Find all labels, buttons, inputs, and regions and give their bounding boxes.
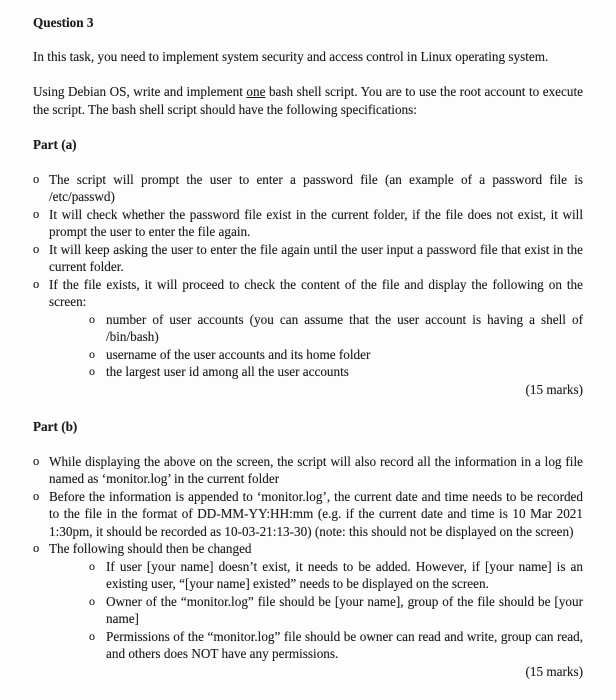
sub-bullet-text: number of user accounts (you can assume that the user account is having a shell of /bin/bash) (106, 311, 583, 344)
bullet-item (33, 488, 583, 541)
bullet-item (33, 453, 583, 488)
bullet-item (33, 171, 583, 206)
part-b-marks: (15 marks) (525, 663, 583, 679)
bullet-item (33, 276, 583, 381)
sub-bullet-text: Owner of the “monitor.log” file should be [your name], group of the file should be [your name] (106, 593, 583, 626)
bullet-marker: o (89, 364, 95, 378)
instructions-text-before: Using Debian OS, write and implement (33, 84, 247, 99)
bullet-text: The following should then be changed (49, 541, 252, 556)
part-a-list (33, 171, 583, 381)
bullet-marker: o (33, 241, 40, 256)
intro-paragraph: In this task, you need to implement system security and access control in Linux operating system. (33, 48, 549, 64)
bullet-marker: o (33, 206, 40, 221)
part-b-heading: Part (b) (33, 419, 78, 434)
bullet-text: The script will prompt the user to enter a password file (an example of a password file is /etc/passwd) (49, 171, 583, 204)
bullet-text: It will check whether the password file exist in the current folder, if the file does not exist, it will prompt the user to enter the file again. (49, 206, 583, 239)
bullet-item (33, 540, 583, 663)
sub-bullet-item (89, 558, 583, 593)
bullet-marker: o (89, 558, 95, 573)
sub-bullet-list (89, 558, 583, 663)
part-a-heading: Part (a) (33, 137, 77, 152)
bullet-marker: o (33, 488, 40, 503)
bullet-text: Before the information is appended to ‘monitor.log’, the current date and time needs to be recorded to the file in the format of DD-MM-YY:HH:mm (e.g. if the current date and time is 10 Mar 2021 1:30pm, it should be recorded as 10-03-21:13-30) (note: this should not be displayed on the screen) (49, 488, 583, 539)
bullet-marker: o (89, 593, 95, 608)
part-a-marks: (15 marks) (525, 381, 583, 397)
sub-bullet-item (89, 593, 583, 628)
bullet-item (33, 241, 583, 276)
sub-bullet-item (89, 628, 583, 663)
bullet-marker: o (33, 541, 40, 555)
bullet-text: While displaying the above on the screen, the script will also record all the information in a log file named as ‘monitor.log’ in the current folder (49, 453, 583, 486)
sub-bullet-text: the largest user id among all the user accounts (106, 364, 349, 379)
sub-bullet-item (89, 363, 583, 381)
question-title: Question 3 (33, 15, 94, 30)
underlined-word: one (246, 84, 266, 99)
bullet-marker: o (33, 276, 40, 291)
bullet-marker: o (89, 311, 95, 326)
bullet-marker: o (89, 346, 95, 361)
part-b-list (33, 453, 583, 663)
sub-bullet-list (89, 311, 583, 381)
sub-bullet-text: Permissions of the “monitor.log” file should be owner can read and write, group can read, and others does NOT have any permissions. (106, 628, 583, 661)
sub-bullet-item (89, 311, 583, 346)
bullet-text: If the file exists, it will proceed to check the content of the file and display the following on the screen: (49, 276, 583, 309)
bullet-marker: o (33, 453, 40, 468)
bullet-text: It will keep asking the user to enter the file again until the user input a password file that exist in the current folder. (49, 241, 583, 274)
instructions-text-after: bash shell script. You are to use the root account to execute the script. The bash shell script should have the following specifications: (33, 84, 583, 117)
sub-bullet-item (89, 346, 583, 364)
bullet-marker: o (89, 628, 95, 643)
instructions-paragraph (33, 83, 583, 118)
sub-bullet-text: username of the user accounts and its home folder (106, 346, 371, 362)
sub-bullet-text: If user [your name] doesn’t exist, it needs to be added. However, if [your name] is an existing user, “[your name] existed” needs to be displayed on the screen. (106, 558, 583, 591)
bullet-marker: o (33, 171, 40, 186)
bullet-item (33, 206, 583, 241)
